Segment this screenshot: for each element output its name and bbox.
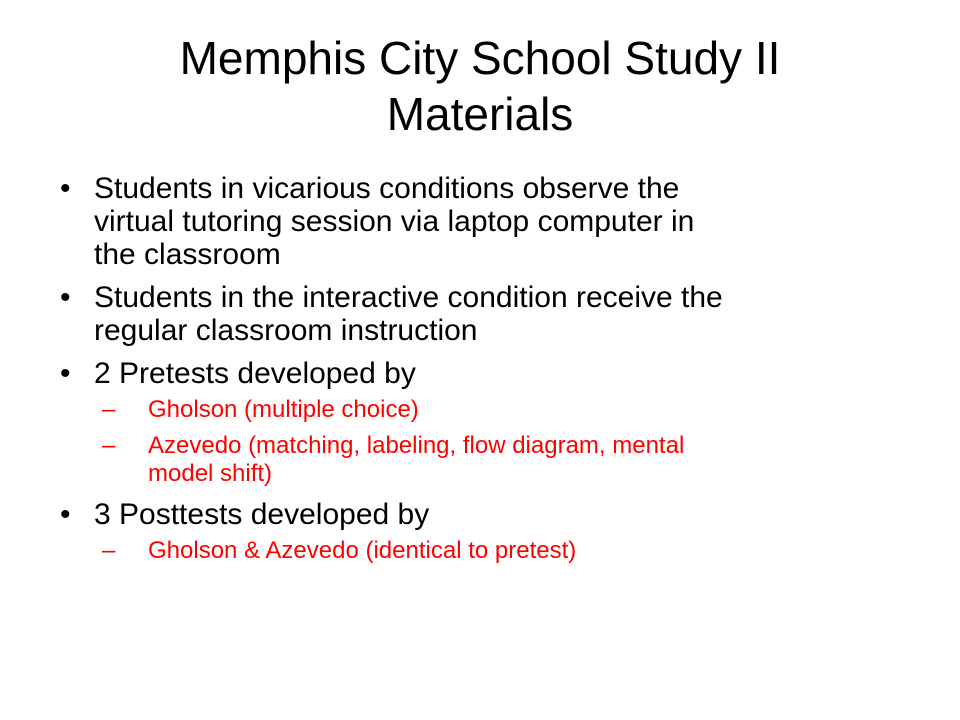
bullet-item-vicarious: [60, 172, 890, 271]
bullet-text-line: the classroom: [94, 238, 281, 271]
sub-bullet-item-azevedo: [102, 432, 890, 488]
bullet-list: [60, 172, 890, 575]
slide-title-line-1: Memphis City School Study II: [179, 32, 781, 84]
sub-bullet-text-line: model shift): [148, 460, 273, 487]
bullet-text-line: 3 Posttests developed by: [94, 498, 430, 531]
bullet-marker: •: [60, 357, 71, 390]
bullet-item-posttests: [60, 498, 890, 565]
bullet-text-line: virtual tutoring session via laptop computer in: [94, 205, 695, 238]
sub-bullet-marker: –: [102, 396, 116, 423]
bullet-item-interactive: [60, 281, 890, 347]
bullet-item-pretests: [60, 357, 890, 488]
bullet-text-line: Students in vicarious conditions observe the: [94, 172, 680, 205]
sub-bullet-list: [94, 396, 890, 488]
sub-bullet-marker: –: [102, 432, 116, 459]
bullet-marker: •: [60, 498, 71, 531]
bullet-text-line: 2 Pretests developed by: [94, 357, 416, 390]
sub-bullet-item-gholson-azevedo: [102, 537, 890, 565]
sub-bullet-text-line: Gholson (multiple choice): [148, 396, 419, 423]
bullet-text-line: Students in the interactive condition receive the: [94, 281, 723, 314]
sub-bullet-list: [94, 537, 890, 565]
sub-bullet-marker: –: [102, 537, 116, 564]
bullet-marker: •: [60, 172, 71, 205]
slide-title-line-2: Materials: [386, 88, 574, 140]
sub-bullet-text-line: Azevedo (matching, labeling, flow diagram, mental: [148, 432, 685, 459]
sub-bullet-text-line: Gholson & Azevedo (identical to pretest): [148, 537, 577, 564]
bullet-marker: •: [60, 281, 71, 314]
slide-title: [60, 30, 900, 142]
sub-bullet-item-gholson: [102, 396, 890, 424]
bullet-text-line: regular classroom instruction: [94, 314, 478, 347]
